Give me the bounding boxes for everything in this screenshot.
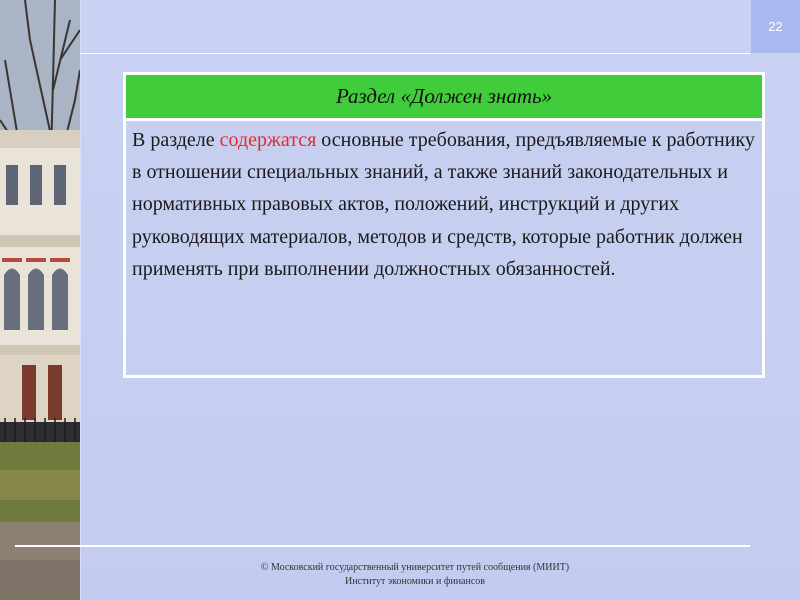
slide-panel bbox=[80, 0, 800, 600]
background-photo bbox=[0, 0, 80, 600]
footer bbox=[80, 561, 750, 589]
footer-institute: Институт экономики и финансов bbox=[344, 576, 486, 587]
card-body-text bbox=[126, 121, 762, 375]
bottom-divider bbox=[15, 545, 750, 547]
body-prefix: В разделе bbox=[132, 129, 220, 151]
photo-building-trees bbox=[0, 0, 80, 600]
footer-copyright: © Московский государственный университет путей сообщения (МИИТ) bbox=[260, 562, 570, 573]
panel-edge-divider bbox=[80, 0, 81, 600]
definition-card bbox=[123, 72, 765, 378]
top-divider bbox=[80, 53, 750, 54]
body-highlight: содержатся bbox=[219, 129, 317, 151]
body-rest: основные требования, предъявляемые к работнику в отношении специальных знаний, а также знаний законодательных и нормативных правовых актов, положений, инструкций и других руководящих материалов, методов и средств, которые работник должен применять при выполнении должностных обязанностей. bbox=[132, 129, 755, 280]
page-number: 22 bbox=[751, 0, 800, 53]
card-title: Раздел «Должен знать» bbox=[126, 75, 762, 118]
